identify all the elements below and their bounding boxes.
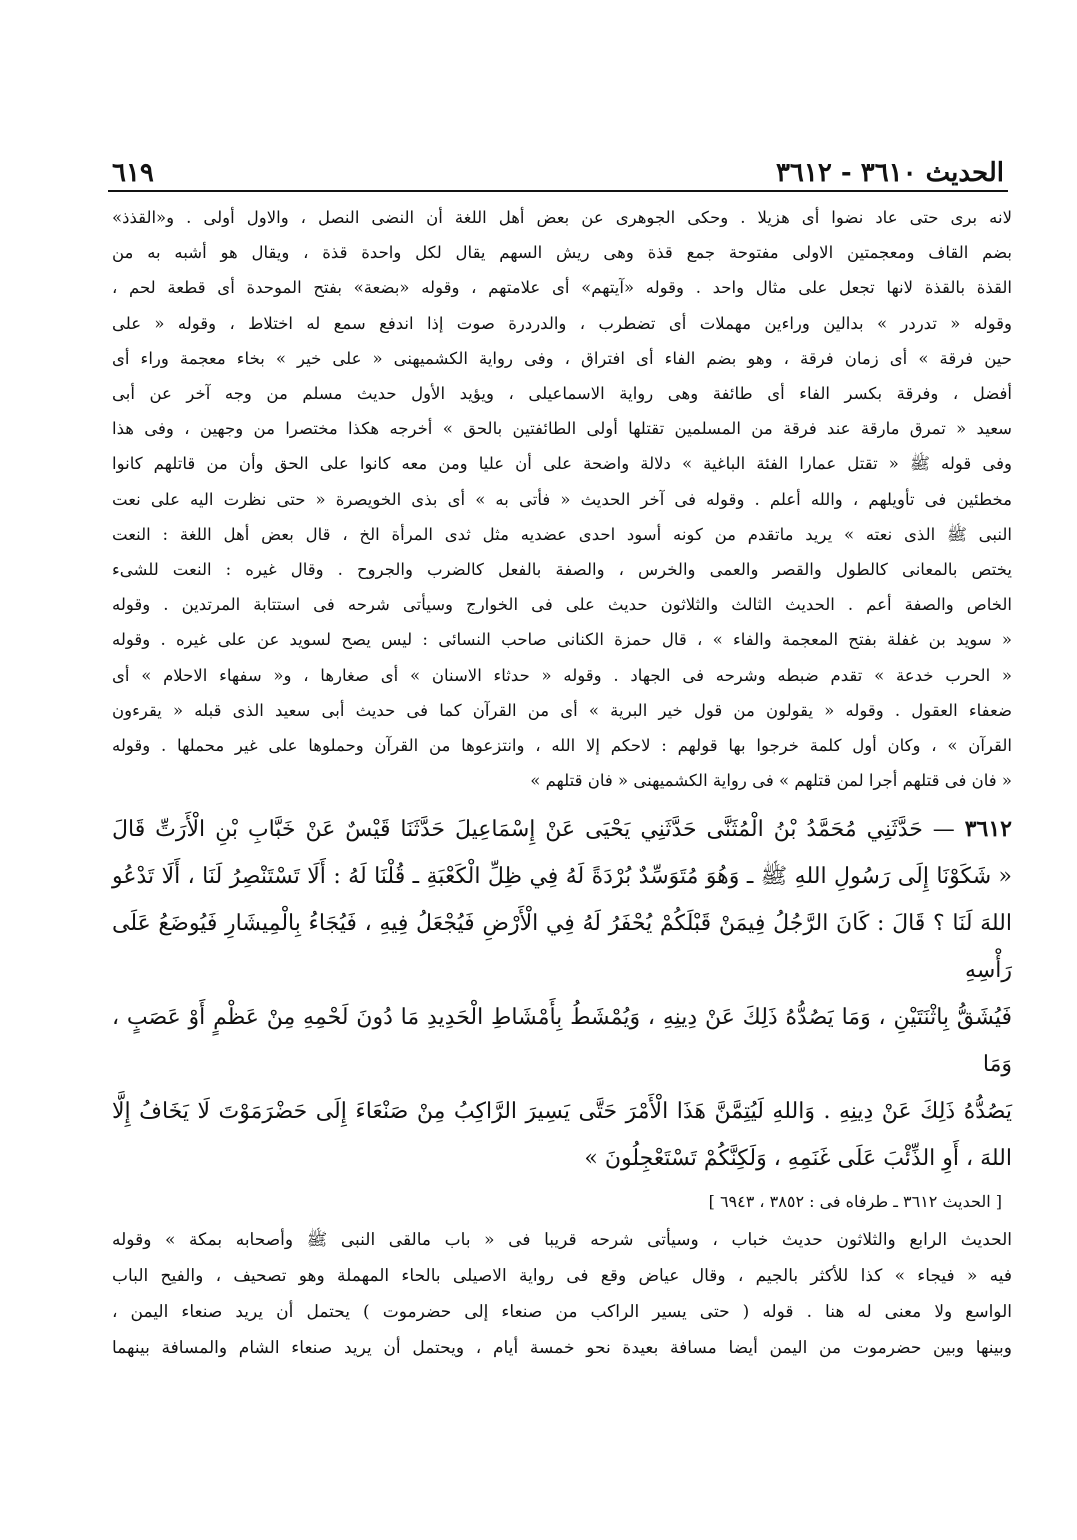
header-rule — [108, 190, 1008, 192]
commentary-line: بضم القاف ومعجمتين الاولى مفتوحة جمع قذة وهى ريش السهم يقال لكل واحدة قذة ، ويقال هو أشبه به من — [112, 243, 1012, 263]
commentary-line: الخاص والصفة أعم . الحديث الثالث والثلاثون حديث على فى الخوارج وسيأتى شرحه فى استتابة المرتدين . وقوله — [112, 595, 1012, 615]
page-header — [112, 140, 1004, 188]
commentary-line: القرآن » ، وكان أول كلمة خرجوا بها قولهم : لاحكم إلا الله ، وانتزعوها من القرآن وحملوها على غير محملها . وقوله — [112, 736, 1012, 756]
commentary-line: « سويد بن غفلة بفتح المعجمة والفاء » ، قال حمزة الكنانى صاحب النسائى : ليس يصح لسويد عن على غيره . وقوله — [112, 630, 1012, 650]
commentary-block-2 — [112, 1222, 1012, 1366]
commentary-line: لانه برى حتى عاد نضوا أى هزيلا . وحكى الجوهرى عن بعض أهل اللغة أن النضى النصل ، والاول أولى . و«القذذ» — [112, 208, 1012, 227]
page-body — [112, 200, 1012, 1366]
commentary-line: الحديث الرابع والثلاثون حديث خباب ، وسيأتى شرحه قريبا فى « باب مالقى النبى ﷺ وأصحابه بمكة » وقوله — [112, 1230, 1012, 1251]
commentary-line: ضعفاء العقول . وقوله « يقولون من قول خير البرية » أى من القرآن كما فى حديث أبى سعيد الذى قبله « يقرءون — [112, 700, 1012, 720]
commentary-line: مخطئين فى تأويلهم ، والله أعلم . وقوله فى آخر الحديث « فأتى به » أى بذى الخويصرة « حتى نظرت اليه على نعت — [112, 489, 1012, 509]
commentary-line: وبينها وبين حضرموت من اليمن أيضا مسافة بعيدة نحو خمسة أيام ، ويحتمل أن يريد صنعاء الشام والمسافة بينهما — [112, 1338, 1012, 1359]
commentary-line: أفضل ، وفرقة بكسر الفاء أى طائفة وهى رواية الاسماعيلى ، ويؤيد الأول حديث مسلم من وجه آخر عن أبى — [112, 384, 1012, 404]
commentary-line: وقوله « تدردر » بدالين وراءين مهملات أى تضطرب ، والدردرة صوت إذا اندفع سمع له اختلاط ، وقوله « على — [112, 313, 1012, 333]
commentary-line: « فان فى قتلهم أجرا لمن قتلهم » فى رواية الكشميهنى « فان قتلهم » — [530, 771, 1012, 791]
hadith-line: « شَكَوْنَا إِلَى رَسُولِ اللهِ ﷺ ـ وَهُوَ مُتَوَسِّدٌ بُرْدَةً لَهُ فِي ظِلِّ الْكَعْبَةِ ـ قُلْنَا لَهُ : أَلَا تَسْتَنْصِرُ لَنَا ، أَلَا تَدْعُو — [112, 864, 1012, 890]
hadith-line: يَصُدُّهُ ذَلِكَ عَنْ دِينِهِ . وَاللهِ لَيُتِمَّنَّ هَذَا الْأَمْرَ حَتَّى يَسِيرَ الرَّاكِبُ مِنْ صَنْعَاءَ إِلَى حَضْرَمَوْتَ لَا يَخَافُ إِلَّا — [112, 1099, 1012, 1125]
cross-references: [ الحديث ٣٦١٢ ـ طرفاه فى : ٣٨٥٢ ، ٦٩٤٣ ] — [708, 1192, 1002, 1212]
commentary-block — [112, 200, 1012, 798]
hadith-line: فَيُشَقُّ بِاثْنَتَيْنِ ، وَمَا يَصُدُّهُ ذَلِكَ عَنْ دِينِهِ ، وَيُمْشَطُ بِأَمْشَاطِ الْحَدِيدِ مَا دُونَ لَحْمِهِ مِنْ عَظْمٍ أَوْ عَصَبٍ ، وَمَا — [112, 1005, 1012, 1078]
hadith-isnad: — حَدَّثَنِي مُحَمَّدُ بْنُ الْمُثَنَّى حَدَّثَنِي يَحْيَى عَنْ إِسْمَاعِيلَ حَدَّثَنَا قَيْسٌ عَنْ خَبَّابِ بْنِ الْأَرَتِّ قَالَ — [112, 817, 955, 843]
commentary-line: القذة بالقذة لانها تجعل على مثال واحد . وقوله «آيتهم» أى علامتهم ، وقوله «بضعة» بفتح الموحدة أى قطعة لحم ، — [112, 278, 1012, 298]
hadith-line — [112, 806, 1012, 853]
commentary-line: وفى قوله ﷺ « تقتل عمارا الفئة الباغية » دلالة واضحة على أن عليا ومن معه كانوا على الحق وأن من قاتلهم كانوا — [112, 454, 1012, 474]
commentary-line: النبى ﷺ الذى نعته » يريد ماتقدم من كونه أسود احدى عضديه مثل ثدى المرأة الخ ، قال بعض أهل اللغة : النعت — [112, 524, 1012, 544]
hadith-line: اللهَ ، أَوِ الذِّئْبَ عَلَى غَنَمِهِ ، وَلَكِنَّكُمْ تَسْتَعْجِلُونَ » — [584, 1146, 1012, 1172]
hadith-line: اللهَ لَنَا ؟ قَالَ : كَانَ الرَّجُلُ فِيمَنْ قَبْلَكُمْ يُحْفَرُ لَهُ فِي الْأَرْضِ فَيُجْعَلُ فِيهِ ، فَيُجَاءُ بِالْمِيشَارِ فَيُوضَعُ عَلَى رَأْسِهِ — [112, 911, 1012, 984]
hadith-number: ٣٦١٢ — [964, 816, 1012, 843]
commentary-line: فيه « فيجاء » كذا للأكثر بالجيم ، وقال عياض وقع فى رواية الاصيلى بالحاء المهملة وهو تصحيف ، والفيح الباب — [112, 1266, 1012, 1287]
commentary-line: الواسع ولا معنى له هنا . قوله ( حتى يسير الراكب من صنعاء إلى حضرموت ) يحتمل أن يريد صنعاء اليمن ، — [112, 1302, 1012, 1323]
commentary-line: « الحرب خدعة » تقدم ضبطه وشرحه فى الجهاد . وقوله « حدثاء الاسنان » أى صغارها ، و« سفهاء الاحلام » أى — [112, 665, 1012, 685]
hadith-block — [112, 806, 1012, 1182]
page-number: ٦١٩ — [112, 158, 154, 188]
commentary-line: حين فرقة » أى زمان فرقة ، وهو بضم الفاء أى افتراق ، وفى رواية الكشميهنى « على خير » بخاء معجمة وراء أى — [112, 348, 1012, 368]
commentary-line: سعيد « تمرق مارقة عند فرقة من المسلمين تقتلها أولى الطائفتين بالحق » أخرجه هكذا مختصرا من وجهين ، وفى هذا — [112, 419, 1012, 439]
commentary-line: يختص بالمعانى كالطول والقصر والعمى والخرس ، والصفة بالفعل كالضرب والجروح . وقال غيره : النعت للشىء — [112, 560, 1012, 580]
running-title: الحديث ٣٦١٠ - ٣٦١٢ — [775, 158, 1004, 188]
